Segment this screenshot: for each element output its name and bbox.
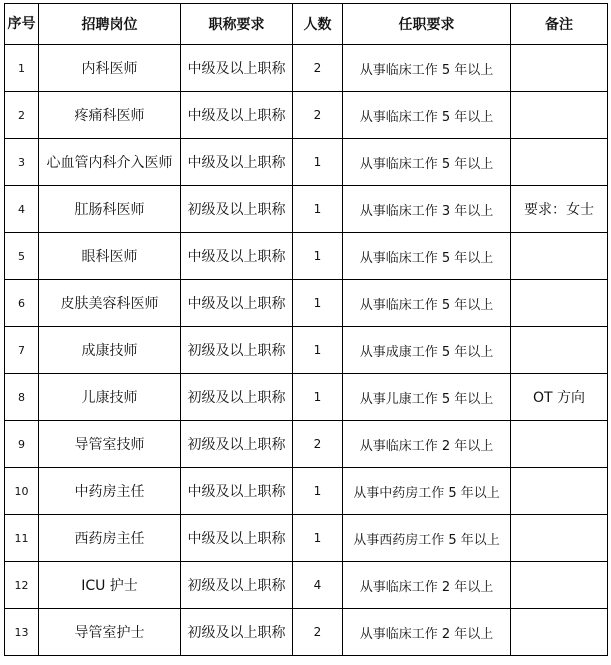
table-row: [5, 327, 608, 374]
cell-requirement: 从事临床工作 2 年以上: [343, 562, 511, 609]
cell-seq: 9: [5, 421, 39, 468]
table-row: [5, 468, 608, 515]
cell-count: 2: [293, 609, 343, 656]
cell-seq: 12: [5, 562, 39, 609]
cell-position: 西药房主任: [39, 515, 181, 562]
cell-count: 1: [293, 515, 343, 562]
cell-requirement: 从事临床工作 2 年以上: [343, 609, 511, 656]
table-header: [5, 4, 608, 45]
cell-note: 要求：女士: [511, 186, 608, 233]
cell-note: OT 方向: [511, 374, 608, 421]
cell-title: 中级及以上职称: [181, 468, 293, 515]
cell-count: 1: [293, 280, 343, 327]
table-row: [5, 45, 608, 92]
cell-note: [511, 468, 608, 515]
cell-position: 疼痛科医师: [39, 92, 181, 139]
cell-requirement: 从事临床工作 5 年以上: [343, 233, 511, 280]
cell-requirement: 从事临床工作 5 年以上: [343, 45, 511, 92]
header-seq: 序号: [5, 4, 39, 45]
header-row: [5, 4, 608, 45]
cell-seq: 11: [5, 515, 39, 562]
header-requirement: 任职要求: [343, 4, 511, 45]
cell-seq: 5: [5, 233, 39, 280]
cell-requirement: 从事西药房工作 5 年以上: [343, 515, 511, 562]
cell-count: 1: [293, 374, 343, 421]
cell-title: 初级及以上职称: [181, 562, 293, 609]
cell-count: 1: [293, 186, 343, 233]
cell-position: 肛肠科医师: [39, 186, 181, 233]
cell-position: 导管室技师: [39, 421, 181, 468]
cell-requirement: 从事临床工作 5 年以上: [343, 280, 511, 327]
table-row: [5, 139, 608, 186]
recruitment-table-container: [4, 3, 608, 656]
cell-title: 初级及以上职称: [181, 374, 293, 421]
table-row: [5, 609, 608, 656]
cell-position: 眼科医师: [39, 233, 181, 280]
table-row: [5, 92, 608, 139]
cell-title: 初级及以上职称: [181, 421, 293, 468]
cell-requirement: 从事中药房工作 5 年以上: [343, 468, 511, 515]
cell-count: 1: [293, 139, 343, 186]
cell-title: 初级及以上职称: [181, 327, 293, 374]
cell-count: 1: [293, 233, 343, 280]
cell-position: 中药房主任: [39, 468, 181, 515]
cell-title: 中级及以上职称: [181, 233, 293, 280]
cell-title: 初级及以上职称: [181, 186, 293, 233]
cell-position: 皮肤美容科医师: [39, 280, 181, 327]
cell-title: 中级及以上职称: [181, 515, 293, 562]
cell-requirement: 从事临床工作 3 年以上: [343, 186, 511, 233]
table-row: [5, 280, 608, 327]
cell-note: [511, 280, 608, 327]
cell-seq: 1: [5, 45, 39, 92]
cell-note: [511, 45, 608, 92]
cell-title: 中级及以上职称: [181, 280, 293, 327]
cell-note: [511, 515, 608, 562]
table-row: [5, 562, 608, 609]
cell-position: ICU 护士: [39, 562, 181, 609]
cell-seq: 13: [5, 609, 39, 656]
cell-requirement: 从事临床工作 5 年以上: [343, 92, 511, 139]
cell-title: 中级及以上职称: [181, 45, 293, 92]
table-row: [5, 515, 608, 562]
header-title: 职称要求: [181, 4, 293, 45]
table-row: [5, 233, 608, 280]
table-row: [5, 374, 608, 421]
cell-position: 心血管内科介入医师: [39, 139, 181, 186]
cell-count: 1: [293, 468, 343, 515]
recruitment-table: [4, 3, 608, 656]
cell-requirement: 从事临床工作 5 年以上: [343, 139, 511, 186]
header-count: 人数: [293, 4, 343, 45]
cell-note: [511, 92, 608, 139]
cell-position: 成康技师: [39, 327, 181, 374]
cell-count: 2: [293, 45, 343, 92]
cell-count: 4: [293, 562, 343, 609]
cell-note: [511, 139, 608, 186]
table-row: [5, 186, 608, 233]
table-row: [5, 421, 608, 468]
cell-count: 2: [293, 421, 343, 468]
cell-note: [511, 421, 608, 468]
cell-position: 导管室护士: [39, 609, 181, 656]
cell-requirement: 从事临床工作 2 年以上: [343, 421, 511, 468]
cell-requirement: 从事儿康工作 5 年以上: [343, 374, 511, 421]
cell-requirement: 从事成康工作 5 年以上: [343, 327, 511, 374]
cell-seq: 8: [5, 374, 39, 421]
cell-note: [511, 562, 608, 609]
cell-note: [511, 609, 608, 656]
cell-position: 儿康技师: [39, 374, 181, 421]
cell-count: 1: [293, 327, 343, 374]
cell-note: [511, 233, 608, 280]
table-body: [5, 45, 608, 656]
cell-seq: 3: [5, 139, 39, 186]
cell-seq: 4: [5, 186, 39, 233]
header-note: 备注: [511, 4, 608, 45]
cell-title: 中级及以上职称: [181, 139, 293, 186]
cell-title: 中级及以上职称: [181, 92, 293, 139]
cell-seq: 10: [5, 468, 39, 515]
cell-seq: 6: [5, 280, 39, 327]
cell-seq: 7: [5, 327, 39, 374]
cell-count: 2: [293, 92, 343, 139]
cell-seq: 2: [5, 92, 39, 139]
cell-title: 初级及以上职称: [181, 609, 293, 656]
cell-position: 内科医师: [39, 45, 181, 92]
cell-note: [511, 327, 608, 374]
header-position: 招聘岗位: [39, 4, 181, 45]
